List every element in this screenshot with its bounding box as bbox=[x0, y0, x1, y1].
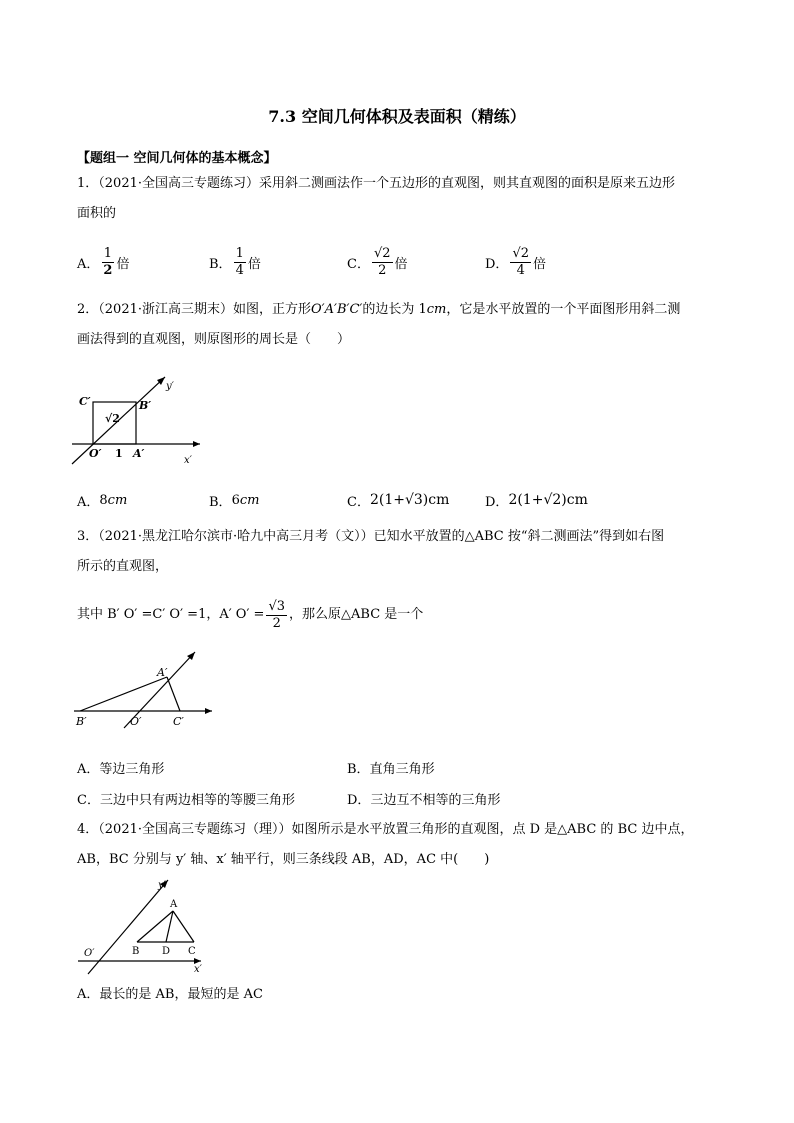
q1-option-a[interactable]: A． $\frac{1}{2}$ 倍 bbox=[77, 245, 130, 278]
q2-label-one: 1 bbox=[115, 447, 123, 460]
q4-label-o: O′ bbox=[84, 948, 95, 959]
q2-stem-line1: 2．（2021·浙江高三期末）如图，正方形O′A′B′C′的边长为 1cm，它是水平放置的一个平面图形用斜二测 bbox=[77, 302, 681, 317]
q3-label-b: B′ bbox=[76, 715, 87, 728]
q3-options-row2 bbox=[77, 783, 727, 813]
q2-label-y: y′ bbox=[166, 381, 174, 392]
q3-option-a[interactable]: A． 等边三角形 bbox=[77, 761, 165, 777]
q2-figure bbox=[70, 372, 210, 467]
q4-label-y: y′ bbox=[158, 880, 166, 891]
q3-option-c[interactable]: C． 三边中只有两边相等的等腰三角形 bbox=[77, 792, 295, 808]
q3-side-ba bbox=[80, 677, 167, 711]
q3-side-ac bbox=[167, 677, 180, 711]
q2-label-root: √2 bbox=[105, 412, 120, 425]
q2-options bbox=[77, 480, 727, 520]
q3-options-row1 bbox=[77, 752, 727, 782]
q4-side-ac bbox=[173, 911, 194, 942]
q4-figure bbox=[76, 876, 211, 976]
q4-stem-line1: 4．（2021·全国高三专题练习（理））如图所示是水平放置三角形的直观图，点 D 是△ABC 的 BC 边中点， bbox=[77, 822, 694, 837]
q4-label-a: A bbox=[170, 899, 178, 910]
q2-option-a[interactable]: A． 8 cm bbox=[77, 492, 128, 510]
q2-square-label: O′A′B′C′ bbox=[311, 302, 363, 317]
q3-stem-line2: 所示的直观图， bbox=[77, 559, 169, 574]
q3-stem-line1: 3．（2021·黑龙江哈尔滨市·哈九中高三月考（文））已知水平放置的△ABC 按“斜二测画法”得到如右图 bbox=[77, 529, 665, 544]
q2-option-c[interactable]: C． 2(1+√3)cm bbox=[347, 492, 450, 510]
q3-option-b[interactable]: B． 直角三角形 bbox=[347, 761, 435, 777]
q4-option-a[interactable]: A．最长的是 AB，最短的是 AC bbox=[77, 987, 263, 1002]
q1-stem-line1: 1．（2021·全国高三专题练习）采用斜二测画法作一个五边形的直观图，则其直观图的面积是原来五边形 bbox=[77, 176, 675, 191]
q4-y-axis bbox=[88, 880, 171, 974]
q2-label-b: B′ bbox=[139, 399, 152, 412]
page-title: 7.3 空间几何体积及表面积（精练） bbox=[268, 107, 526, 126]
q3-x-arrow bbox=[205, 708, 212, 714]
q4-label-d: D bbox=[162, 946, 171, 957]
q2-stem-line2: 画法得到的直观图，则原图形的周长是（ ） bbox=[77, 332, 351, 347]
q2-label-c: C′ bbox=[79, 395, 91, 408]
q2-option-d[interactable]: D． 2(1+√2)cm bbox=[485, 492, 588, 510]
q1-stem-line2: 面积的 bbox=[77, 206, 117, 221]
q1-option-c[interactable]: C． $\frac{√2}{2}$ 倍 bbox=[347, 245, 408, 278]
q4-label-b: B bbox=[132, 946, 140, 957]
q3-figure bbox=[72, 650, 217, 730]
q3-label-a: A′ bbox=[157, 666, 168, 679]
q1-option-b[interactable]: B． $\frac{1}{4}$ 倍 bbox=[209, 245, 261, 278]
q3-option-d[interactable]: D． 三边互不相等的三角形 bbox=[347, 792, 501, 808]
group-title: 【题组一 空间几何体的基本概念】 bbox=[77, 151, 277, 166]
q4-stem-line2: AB，BC 分别与 y′ 轴、x′ 轴平行，则三条线段 AB，AD，AC 中( ) bbox=[77, 852, 490, 867]
q4-label-c: C bbox=[188, 946, 196, 957]
q2-label-o: O′ bbox=[89, 447, 102, 460]
q1-option-d[interactable]: D． $\frac{√2}{4}$ 倍 bbox=[485, 245, 547, 278]
q2-option-b[interactable]: B． 6 cm bbox=[209, 492, 260, 510]
q4-label-x: x′ bbox=[194, 964, 202, 975]
q2-label-x: x′ bbox=[184, 455, 192, 466]
q2-x-arrow bbox=[193, 441, 200, 447]
q3-stem-line3: 其中 B′ O′ =C′ O′ =1，A′ O′ = $\frac{√3}{2}$ ，那么原△ABC 是一个 bbox=[77, 598, 424, 631]
q3-label-c: C′ bbox=[173, 715, 184, 728]
q2-label-a: A′ bbox=[133, 447, 145, 460]
q3-label-o: O′ bbox=[130, 715, 142, 728]
q1-options bbox=[77, 242, 727, 282]
